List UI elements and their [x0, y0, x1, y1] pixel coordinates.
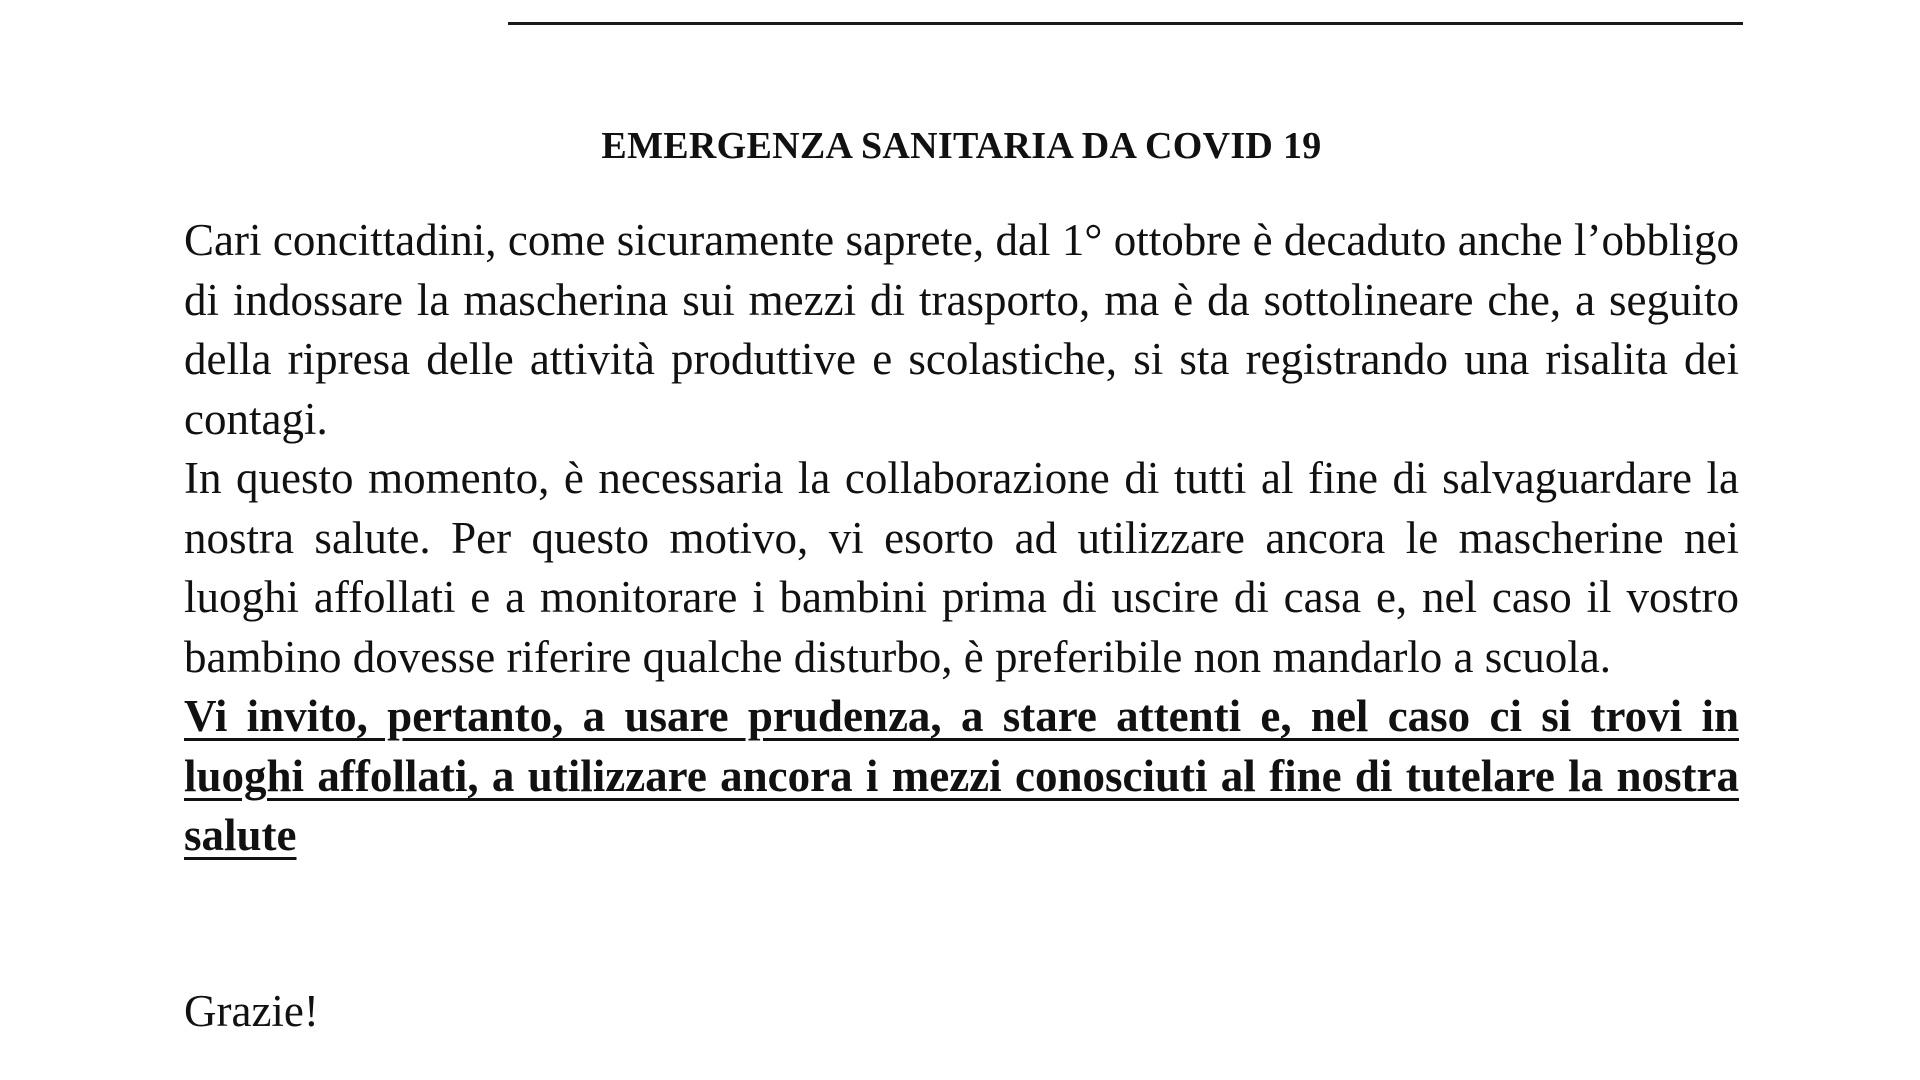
- document-title: EMERGENZA SANITARIA DA COVID 19: [601, 125, 1322, 167]
- paragraph-intro: Cari concittadini, come sicuramente saprete, dal 1° ottobre è decaduto anche l’obbligo di indossare la mascherina sui mezzi di trasporto, ma è da sottolineare che, a seguito della ripresa delle attività produttive e scolastiche, si sta registrando una risalita dei contagi.: [184, 215, 1739, 444]
- document-body: [184, 211, 1739, 866]
- top-horizontal-rule: [508, 22, 1743, 25]
- closing-thanks: Grazie!: [184, 986, 319, 1036]
- paragraph-appeal: In questo momento, è necessaria la collaborazione di tutti al fine di salvaguardare la nostra salute. Per questo motivo, vi esorto ad utilizzare ancora le mascherine nei luoghi affollati e a monitorare i bambini prima di uscire di casa e, nel caso il vostro bambino dovesse riferire qualche disturbo, è preferibile non mandarlo a scuola.: [184, 453, 1739, 682]
- paragraph-emphasis: Vi invito, pertanto, a usare prudenza, a stare attenti e, nel caso ci si trovi in luoghi affollati, a utilizzare ancora i mezzi conosciuti al fine di tutelare la nostra salute: [184, 691, 1739, 860]
